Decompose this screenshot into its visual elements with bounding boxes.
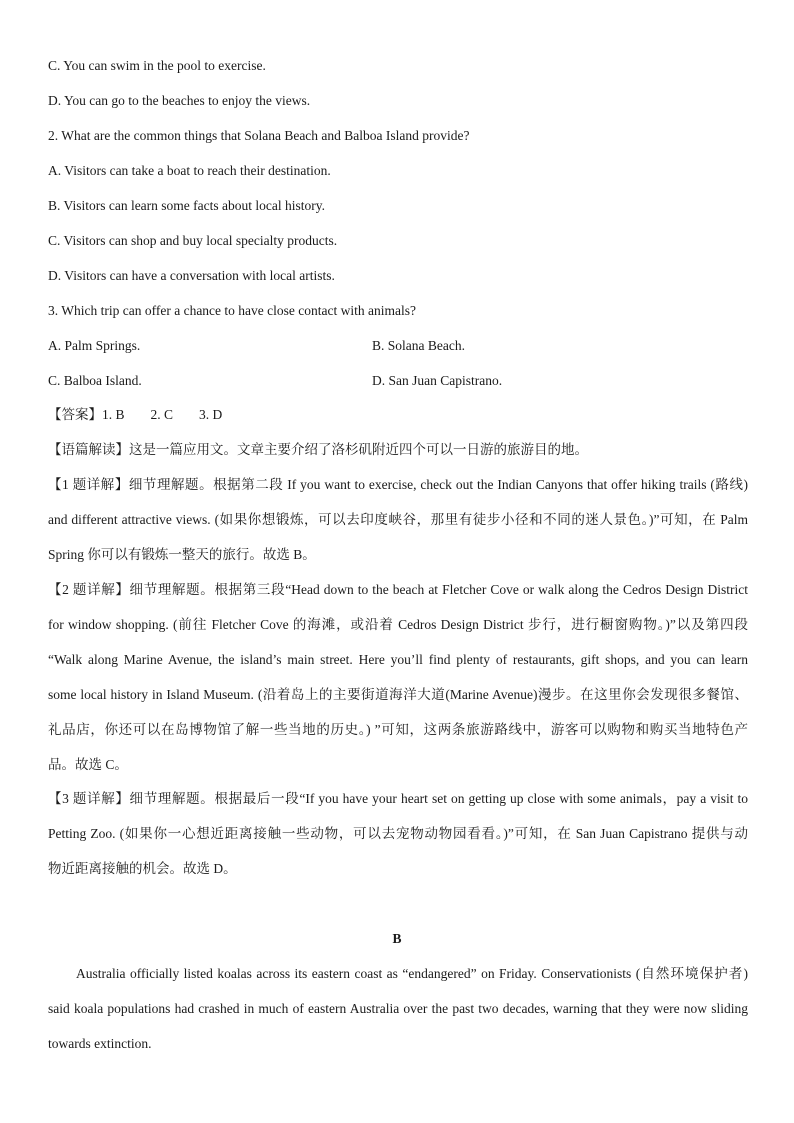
answers-label: 【答案】: [48, 407, 102, 422]
q3-options-row1: [48, 337, 748, 355]
detail1-line2: and different attractive views. (如果你想锻炼，可以去印度峡谷，那里有徒步小径和不同的迷人景色。)”可知，在 Palm: [48, 512, 748, 527]
detail2-line5: 礼品店，你还可以在岛博物馆了解一些当地的历史。) ”可知，这两条旅游路线中，游客可以购物和购买当地特色产: [48, 722, 748, 737]
q1-option-c: C. You can swim in the pool to exercise.: [48, 58, 266, 73]
detail3-line1: 【3 题详解】细节理解题。根据最后一段“If you have your heart set on getting up close with some animals，pay a visit to: [48, 791, 748, 806]
q2-option-d: D. Visitors can have a conversation with local artists.: [48, 268, 335, 283]
passage-summary: 【语篇解读】这是一篇应用文。文章主要介绍了洛杉矶附近四个可以一日游的旅游目的地。: [48, 442, 588, 457]
q2-option-a: A. Visitors can take a boat to reach their destination.: [48, 163, 331, 178]
answer-1: 1. B: [102, 407, 125, 422]
section-b-heading: B: [392, 931, 402, 946]
answers-line: [48, 406, 748, 424]
q3-option-b: B. Solana Beach.: [372, 338, 465, 353]
q2-option-b: B. Visitors can learn some facts about local history.: [48, 198, 326, 213]
q2-option-c: C. Visitors can shop and buy local specialty products.: [48, 233, 338, 248]
q2-question: 2. What are the common things that Solana Beach and Balboa Island provide?: [48, 128, 470, 143]
q3-option-d: D. San Juan Capistrano.: [372, 373, 503, 388]
detail3-line2: Petting Zoo. (如果你一心想近距离接触一些动物，可以去宠物动物园看看。)”可知，在 San Juan Capistrano 提供与动: [48, 826, 748, 841]
detail2-line2: for window shopping. (前往 Fletcher Cove 的海滩，或沿着 Cedros Design District 步行，进行橱窗购物。)”以及第四段: [48, 617, 748, 632]
q3-option-a: A. Palm Springs.: [48, 338, 141, 353]
detail1-line1: 【1 题详解】细节理解题。根据第二段 If you want to exercise, check out the Indian Canyons that offer hiking trails (路线): [48, 477, 748, 492]
answer-3: 3. D: [199, 407, 223, 422]
detail2-line4: some local history in Island Museum. (沿着岛上的主要街道海洋大道(Marine Avenue)漫步。在这里你会发现很多餐馆、: [48, 687, 748, 702]
detail1-line3: Spring 你可以有锻炼一整天的旅行。故选 B。: [48, 547, 316, 562]
detail2-line3: “Walk along Marine Avenue, the island’s main street. Here you’ll find plenty of restaurants, gift shops, and you can learn: [48, 652, 748, 667]
q1-option-d: D. You can go to the beaches to enjoy the views.: [48, 93, 311, 108]
detail2-line6: 品。故选 C。: [48, 757, 128, 772]
detail3-line3: 物近距离接触的机会。故选 D。: [48, 861, 237, 876]
section-b-line1: Australia officially listed koalas across its eastern coast as “endangered” on Friday. Conservationists (自然环境保护者): [76, 966, 748, 981]
q3-question: 3. Which trip can offer a chance to have close contact with animals?: [48, 303, 416, 318]
section-b-line3: towards extinction.: [48, 1036, 152, 1051]
detail2-line1: 【2 题详解】细节理解题。根据第三段“Head down to the beach at Fletcher Cove or walk along the Cedros Design District: [48, 582, 748, 597]
q3-option-c: C. Balboa Island.: [48, 373, 142, 388]
answer-2: 2. C: [150, 407, 174, 422]
section-b-line2: said koala populations had crashed in much of eastern Australia over the past two decades, warning that they were now sliding: [48, 1001, 748, 1016]
q3-options-row2: [48, 372, 748, 390]
